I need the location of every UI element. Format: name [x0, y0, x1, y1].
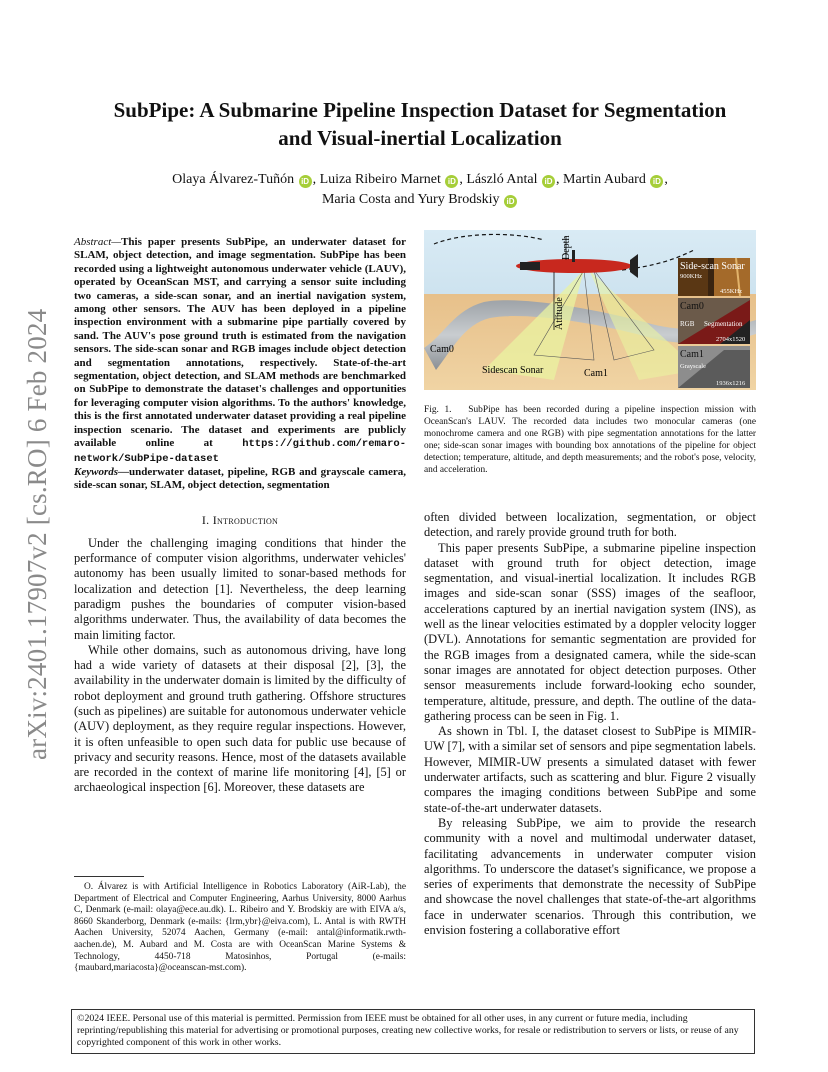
altitude-label: Attitude [554, 297, 565, 330]
cam1-resolution: 1936x1216 [716, 380, 746, 387]
section-number: I. [201, 512, 210, 527]
caption-text: SubPipe has been recorded during a pipeline inspection mission with OceanScan's LAUV. The recorded data includes two monocular cameras (one monochrome camera and one RGB) with pipe segmentation annotations for the latter one; side-scan sonar images with bounding box annotations of the pipeline for object detection; temperature, altitude, and depth measurements; and the robot's pose, velocity, and acceleration. [424, 405, 757, 475]
intro-paragraph-2: While other domains, such as autonomous driving, have long had a wide variety of datasets at their disposal [2], [3], the availability in the underwater domain is limited by the difficulty of robot deployment and ground truth gathering. Offshore structures (such as pipelines) are suitable for autonomous underwater vehicle (AUV) deployment, as they require regular inspections. However, it is often unfeasible to open such data for public use because of privacy and security reasons. Hence, most of the datasets available are recorded in the context of marine life monitoring [4], [5] or archaeological inspection [6]. Moreover, these datasets are [74, 642, 406, 795]
author-name: Yury Brodskiy [417, 192, 500, 207]
left-column [74, 236, 406, 796]
cam0-seg-label: Segmentation [704, 320, 743, 328]
figure-1 [424, 230, 756, 390]
sss-panel-label: Side-scan Sonar [680, 261, 745, 272]
abstract [74, 236, 406, 466]
cam1-thumbnail [678, 346, 750, 388]
author-list [100, 170, 740, 210]
paper-title: SubPipe: A Submarine Pipeline Inspection Dataset for Segmentation and Visual-inertial Localization [113, 98, 727, 150]
caption-label: Fig. 1. [424, 405, 452, 415]
orcid-icon[interactable]: iD [650, 175, 663, 188]
figure-1-caption [424, 404, 756, 476]
footnote-rule [74, 876, 144, 877]
figure-1-illustration [424, 230, 756, 390]
keywords-text: underwater dataset, pipeline, RGB and grayscale camera, side-scan sonar, SLAM, object detection, segmentation [74, 465, 406, 492]
affiliation-footnote: O. Álvarez is with Artificial Intelligence in Robotics Laboratory (AiR-Lab), the Department of Electrical and Computer Engineering, Aarhus University, 8000 Aarhus C, Denmark (e-mail: olaya@ece.au.dk). L. Ribeiro and Y. Brodskiy are with EIVA a/s, 8660 Skanderborg, Denmark (e-mails: {lrm,ybr}@eiva.com), L. Antal is with RWTH Aachen University, 52074 Aachen, Germany (e-mail: antal@informatik.rwth-aachen.de), M. Aubard and M. Costa are with OceanScan Marine Systems & Technology, 4450-718 Matosinhos, Portugal (e-mails: {maubard,mariacosta}@oceanscan-mst.com). [74, 882, 406, 974]
author-name: Maria Costa [321, 192, 391, 207]
cam0-panel-label: Cam0 [680, 301, 704, 312]
right-column [424, 510, 756, 938]
cam1-grayscale-label: Grayscale [680, 363, 706, 370]
orcid-icon[interactable]: iD [445, 175, 458, 188]
abstract-url[interactable]: https://github.com/remaro-network/SubPipe-dataset [74, 438, 407, 465]
section-heading [74, 513, 406, 528]
keywords [74, 466, 406, 493]
sss-freq-900: 900KHz [680, 273, 703, 280]
author-name: Martin Aubard [563, 172, 646, 187]
abstract-text: This paper presents SubPipe, an underwater dataset for SLAM, object detection, and image segmentation. SubPipe has been recorded using a lightweight autonomous underwater vehicle (LAUV), operated by OceanScan MST, and carrying a sensor suite including two cameras, a side-scan sonar, and an inertial navigation system, among other sensors. The AUV has been deployed in a pipeline inspection environment with a submarine pipe partially covered by sand. The AUV's pose ground truth is estimated from the navigation sensors. The side-scan sonar and RGB images include object detection and segmentation annotations, respectively. State-of-the-art segmentation, object detection, and SLAM methods are benchmarked on SubPipe to demonstrate the dataset's challenges and opportunities for leveraging computer vision algorithms. To the authors' knowledge, this is the first annotated underwater dataset providing a real pipeline inspection scenario. The dataset and experiments are publicly available online at [74, 236, 406, 450]
right-paragraph-3: By releasing SubPipe, we aim to provide the research community with a novel and multimodal underwater dataset, facilitating advancements in underwater computer vision algorithms. To underscore the dataset's significance, we propose a series of experiments that demonstrate the necessity of SubPipe and showcase the novel challenges that state-of-the-art algorithms face in underwater scenarios. Through this contribution, we envision fostering a collaborative effort [424, 815, 756, 938]
sss-freq-455: 455KHz [720, 288, 743, 295]
depth-label: Depth [561, 235, 572, 260]
copyright-notice: ©2024 IEEE. Personal use of this material is permitted. Permission from IEEE must be obtained for all other uses, in any current or future media, including reprinting/republishing this material for advertising or promotional purposes, creating new collective works, for resale or redistribution to servers or lists, or reuse of any copyrighted component of this work in other works. [71, 1009, 755, 1054]
right-paragraph-1: This paper presents SubPipe, a submarine pipeline inspection dataset with ground truth for object detection, image segmentation, and visual-inertial localization. It includes RGB images and side-scan sonar (SSS) images of the seafloor, accelerations captured by an inertial navigation system (INS), as well as the linear velocities estimated by a doppler velocity logger (DVL). Annotations for semantic segmentation are provided for the RGB images from a designated camera, while the side-scan sonar images are annotated for object detection purposes. Other sensor measurements include forward-looking echo sounder, temperature, altitude, pressure, and depth. The outline of the data-gathering process can be seen in Fig. 1. [424, 540, 756, 723]
right-paragraph-2: As shown in Tbl. I, the dataset closest to SubPipe is MIMIR-UW [7], with a similar set of sensors and pipe segmentation labels. However, MIMIR-UW presents a simulated dataset with fewer underwater artifacts, such as scattering and blur. Figure 2 visually compares the imaging conditions between SubPipe and some state-of-the-art underwater datasets. [424, 724, 756, 815]
abstract-label: Abstract— [74, 236, 122, 248]
scene-cam0-label: Cam0 [430, 344, 454, 355]
sss-thumbnail [678, 258, 750, 296]
author-name: László Antal [466, 172, 538, 187]
cam0-rgb-label: RGB [680, 320, 695, 328]
keywords-label: Keywords— [74, 465, 129, 478]
arxiv-stamp: arXiv:2401.17907v2 [cs.RO] 6 Feb 2024 [22, 308, 52, 760]
cam0-resolution: 2704x1520 [716, 336, 746, 343]
author-line-2: Maria Costa and Yury Brodskiy iD [100, 190, 740, 210]
orcid-icon[interactable]: iD [504, 195, 517, 208]
orcid-icon[interactable]: iD [299, 175, 312, 188]
right-paragraph-0: often divided between localization, segmentation, or object detection, and rarely provide ground truth for both. [424, 510, 756, 540]
scene-sss-label: Sidescan Sonar [482, 365, 544, 376]
cam1-panel-label: Cam1 [680, 349, 704, 360]
scene-cam1-label: Cam1 [584, 368, 608, 379]
orcid-icon[interactable]: iD [542, 175, 555, 188]
intro-paragraph-1: Under the challenging imaging conditions that hinder the performance of computer vision algorithms, underwater vehicles' autonomy has been usually limited to sonar-based methods for localization and detection [1]. Nevertheless, the deep learning paradigm pushes the boundaries of computer vision-based algorithms underwater. Thus, the availability of data becomes the main limiting factor. [74, 535, 406, 642]
cam0-thumbnail [678, 298, 750, 344]
author-line-1: Olaya Álvarez-Tuñón iD , Luiza Ribeiro Marnet iD , László Antal iD , Martin Aubard iD , [172, 172, 668, 187]
author-name: Luiza Ribeiro Marnet [319, 172, 441, 187]
author-name: Olaya Álvarez-Tuñón [172, 172, 295, 187]
section-title: Introduction [212, 512, 279, 527]
